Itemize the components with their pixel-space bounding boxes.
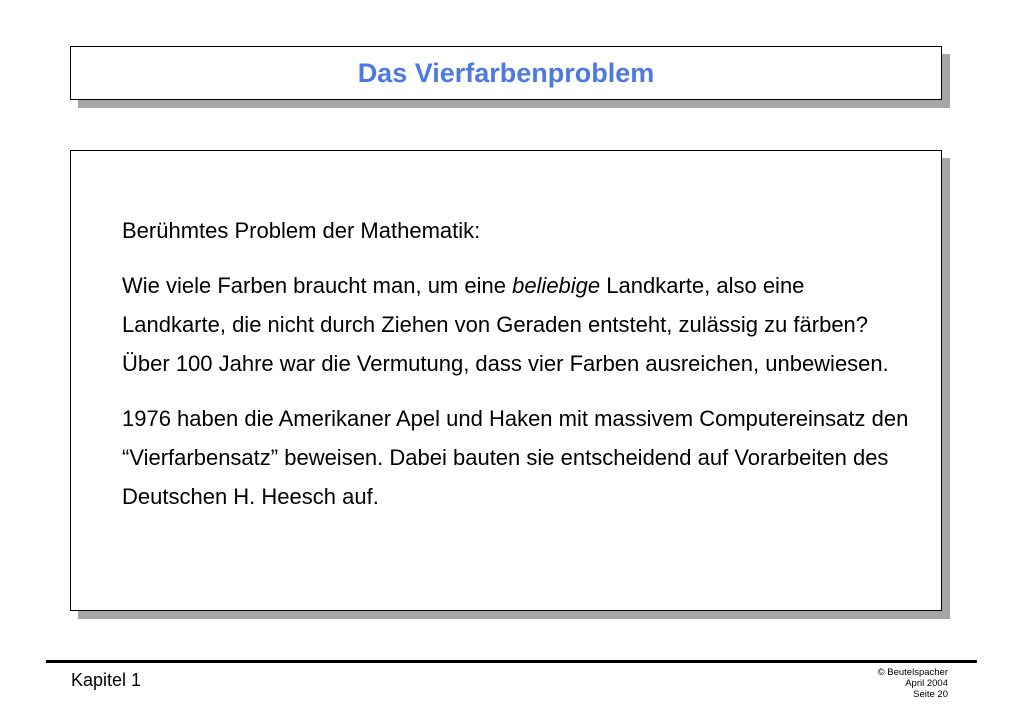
- paragraph-question: [122, 266, 912, 383]
- slide-title: Das Vierfarbenproblem: [357, 57, 655, 88]
- paragraph-intro: Berühmtes Problem der Mathematik:: [122, 218, 481, 243]
- title-box: [70, 46, 942, 100]
- content-box: [70, 150, 942, 611]
- footer-page-number: Seite 20: [913, 689, 948, 700]
- footer-divider: [46, 660, 977, 663]
- footer-copyright: © Beutelspacher: [877, 667, 948, 678]
- footer-meta: [878, 667, 948, 700]
- emphasis-beliebige: beliebige: [512, 273, 601, 298]
- content-body: [122, 211, 912, 532]
- paragraph-question-start: Wie viele Farben braucht man, um eine: [122, 273, 513, 298]
- paragraph-history: 1976 haben die Amerikaner Apel und Haken mit massivem Computereinsatz den “Vierfarbensatz” beweisen. Dabei bauten sie entscheidend auf Vorarbeiten des Deutschen H. Heesch auf.: [122, 406, 909, 509]
- footer-chapter: Kapitel 1: [71, 670, 142, 690]
- footer-date: April 2004: [905, 678, 948, 689]
- paragraph-question-rest: Landkarte, also eine Landkarte, die nicht durch Ziehen von Geraden entsteht, zulässig zu färben? Über 100 Jahre war die Vermutung, dass vier Farben ausreichen, unbewiesen.: [122, 273, 889, 376]
